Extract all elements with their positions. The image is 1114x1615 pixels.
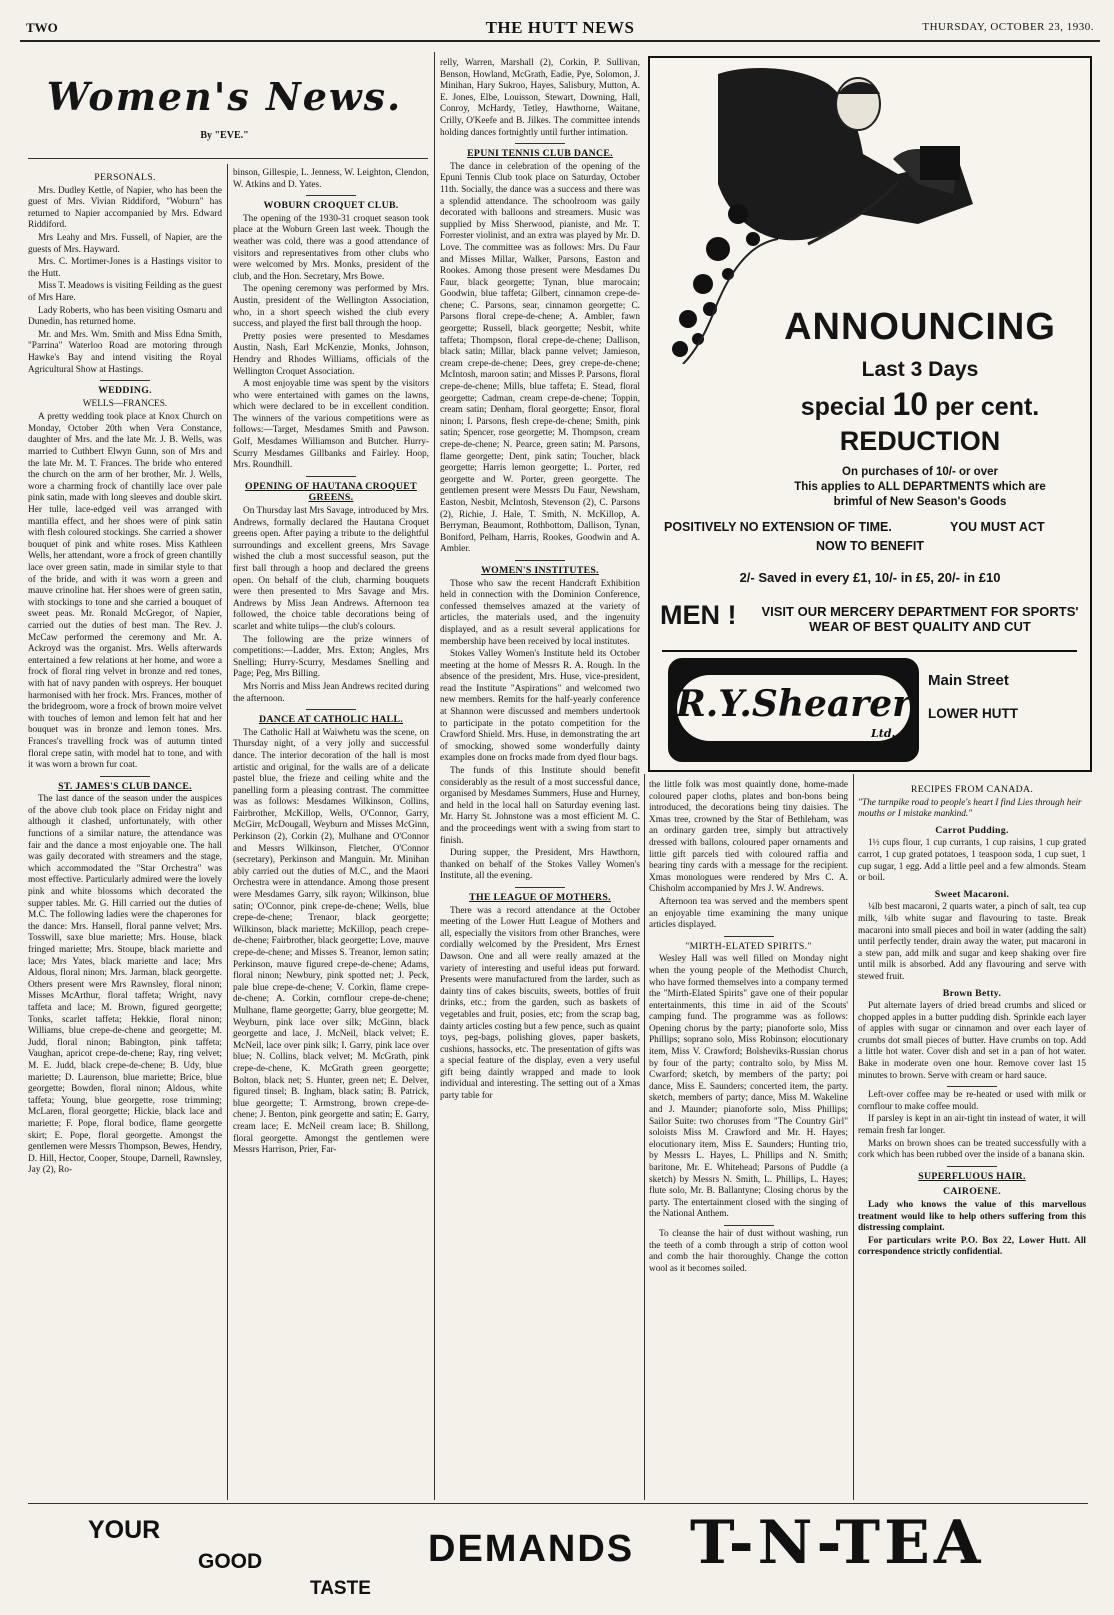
hair-tip: To cleanse the hair of dust without washing, run the teeth of a comb through a strip of cotton wool and comb the hair thoroughly. Change the cotton wool as it becomes soiled. — [649, 1228, 848, 1274]
divider — [306, 709, 356, 710]
departments-note: This applies to ALL DEPARTMENTS which are — [794, 481, 1046, 493]
sweet-macaroni-heading: Sweet Macaroni. — [934, 888, 1010, 900]
section-title: Women's News. — [46, 74, 403, 119]
page-label: TWO — [26, 20, 58, 35]
divider — [100, 380, 150, 381]
brown-betty-heading: Brown Betty. — [942, 987, 1002, 999]
hautana-heading: OPENING OF HAUTANA CROQUET GREENS. — [245, 480, 417, 504]
league-heading: THE LEAGUE OF MOTHERS. — [469, 891, 611, 903]
carrot-pudding-heading: Carrot Pudding. — [935, 824, 1009, 836]
hautana-text: The following are the prize winners of competitions:—Ladder, Mrs. Exton; Angles, Mrs Snelling; Hurry-Scurry, Mesdames Snelling and Page; Peg, Mrs Billing. — [233, 634, 429, 680]
hautana-text: On Thursday last Mrs Savage, introduced by Mrs. Andrews, formally declared the Hautana Croquet greens open. After paying a tribute to the delightful surroundings and excellent greens, Mrs Savage wished the club a most successful season, put the first ball through a hoop and declared the greens open. On behalf of the club, charming bouquets were then presented to Mrs Savage and Mrs. Andrews by Miss Jean Andrews. Afternoon tea followed, the choice table decorations being of scarlet and white tulips—the club's colours. — [233, 506, 429, 632]
brown-betty-text: Put alternate layers of dried bread crumbs and sliced or chopped apples in a butter pudding dish. Sprinkle each layer of apples with sugar or cinnamon and over each layer of crumbs dot small pieces of butter. Have crumbs on top. Add a little hot water. Cover dish and set in a pan of hot water. Bake in moderate oven one hour. Remove cover last 15 minutes to brown. Serve with cream or hard sauce. — [858, 1001, 1086, 1081]
hair-advert-text: For particulars write P.O. Box 22, Lower Hutt. All correspondence strictly confidential. — [858, 1235, 1086, 1258]
divider — [306, 476, 356, 477]
shearer-advertisement — [648, 56, 1092, 772]
shearer-logo — [668, 658, 919, 762]
epuni-heading: EPUNI TENNIS CLUB DANCE. — [467, 148, 613, 160]
tip-text: If parsley is kept in an air-tight tin instead of water, it will remain fresh far longer. — [858, 1114, 1086, 1137]
advert-rule — [662, 650, 1077, 652]
column-rule — [227, 164, 228, 1500]
address-town: LOWER HUTT — [928, 706, 1018, 721]
tn-tea-brand: T-N-TEA — [690, 1508, 985, 1578]
personal-item: Mrs. Dudley Kettle, of Napier, who has been the guest of Mrs. Vivian Riddiford, "Woburn" has returned to Napier accompanied by Mrs. Edward Riddiford. — [28, 185, 222, 231]
men-label: MEN ! — [660, 600, 737, 630]
institutes-text: Those who saw the recent Handcraft Exhibition held in connection with the Dominion Conference, confessed themselves amazed at the variety of articles, the materials used, and the ingenuity displayed, and as a result several applications for membership have been received by local institutes. — [440, 578, 640, 647]
column-1 — [28, 168, 222, 1500]
column-3 — [440, 58, 640, 1500]
divider — [724, 936, 774, 937]
sweet-macaroni-text: ¼lb best macaroni, 2 quarts water, a pinch of salt, tea cup milk, ¼lb white sugar and flavouring to taste. Break macaroni into small pieces and boil in water (adding the salt) until perfectly tender, drain away the water, put macaroni in a stew pan, add milk and sugar and keep shaking over fire until milk is absorbed. Add any flavouring and serve with stewed fruit. — [858, 902, 1086, 982]
column-2 — [233, 168, 429, 1500]
personal-item: Mrs Leahy and Mrs. Fussell, of Napier, are the guests of Mrs. Hayward. — [28, 232, 222, 255]
woburn-text: The opening of the 1930-31 croquet season took place at the Woburn Green last week. Though the weather was cold, there was a good attendance of visitors and representatives from other clubs who were welcomed by Mrs. Monks, president of the club, and the Hon. Secretary, Mrs Bowe. — [233, 213, 429, 282]
woburn-heading: WOBURN CROQUET CLUB. — [263, 200, 399, 212]
column-rule — [434, 52, 435, 1500]
footer-word-your: YOUR — [88, 1516, 161, 1544]
logo-ltd: Ltd. — [871, 727, 896, 740]
divider — [515, 143, 565, 144]
league-continued: the little folk was most quaintly done, home-made coloured paper cloths, plates and bon-bons being introduced, the decorations being tiny daisies. The Xmas tree, crowned by the Star of Bethleham, was an ordinary garden tree, simply but attractively dressed with ballons, coloured paper ornaments and little gift parcels tied with coloured raffia and bearing tiny cards with a message for the recipient. Xmas monologues were rendered by Mrs C. A. Chisholm accompanied by Mrs J. W. Andrews. — [649, 780, 848, 895]
wedding-heading: WEDDING. — [98, 385, 152, 397]
column-rule — [853, 774, 854, 1500]
hautana-text: Mrs Norris and Miss Jean Andrews recited during the afternoon. — [233, 681, 429, 704]
superfluous-hair-heading: SUPERFLUOUS HAIR. — [918, 1170, 1026, 1182]
continued-text: binson, Gillespie, L. Jenness, W. Leighton, Clendon, W. Atkins and D. Yates. — [233, 168, 429, 190]
carrot-pudding-text: 1½ cups flour, 1 cup currants, 1 cup raisins, 1 cup grated carrot, 1 cup grated potatoes, 1 teaspoon soda, 1 cup suet, 1 cup sugar, 1 egg. Add a little peel and a few almonds. Steam or boil. — [858, 838, 1086, 884]
catholic-hall-heading: DANCE AT CATHOLIC HALL. — [258, 714, 404, 726]
must-act: YOU MUST ACT — [950, 520, 1045, 534]
divider — [515, 887, 565, 888]
personals-heading: PERSONALS. — [94, 172, 156, 183]
masthead-rule — [28, 158, 428, 159]
continued-text: relly, Warren, Marshall (2), Corkin, P. Sullivan, Benson, Howland, McGrath, Eadie, Pye, Solomon, J. Minihan, Hary Sukroo, Hayes, Salisbury, Mutton, A. E. Jones, Elbe, Louisson, Stewart, Downing, Hall, Conroy, McHardy, Tetley, Hawthorne, Waitane, Crilly, O'Keefe and B. Jilkes. The committee intends holding dances fortnightly until further intimation. — [440, 58, 640, 138]
recipes-quote: "The turnpike road to people's heart I find Lies through heir mouths or I mistake mankind." — [858, 797, 1082, 820]
byline: By "EVE." — [200, 130, 249, 141]
divider — [306, 195, 356, 196]
tip-text: Marks on brown shoes can be treated successfully with a cork which has been rubbed over the inside of a banana skin. — [858, 1138, 1086, 1161]
purchases-condition: On purchases of 10/- or over — [842, 466, 998, 478]
cairoene-heading: CAIROENE. — [943, 1186, 1001, 1198]
special-offer: special 10 per cent. — [800, 386, 1040, 422]
personal-item: Miss T. Meadows is visiting Feilding as the guest of Mrs Hare. — [28, 281, 222, 303]
mercery-text: VISIT OUR MERCERY DEPARTMENT FOR SPORTS' WEAR OF BEST QUALITY AND CUT — [761, 604, 1079, 634]
institutes-text: The funds of this Institute should benefit considerably as the result of a most successful dance, organised by Mesdames Summers, Huse and Hurney, and held in the local hall on Saturday evening last. Mr. Harry St. Johnstone was a most efficient M. C. and the proceedings went with a swing from start to finish. — [440, 766, 640, 846]
logo-text: R.Y.Shearer — [675, 683, 912, 725]
personal-item: Lady Roberts, who has been visiting Osmaru and Dunedin, has returned home. — [28, 305, 222, 328]
column-4 — [649, 780, 848, 1500]
divider — [947, 1166, 997, 1167]
institutes-text: During supper, the President, Mrs Hawthorn, thanked on behalf of the Stokes Valley Women's Institute, all the evening. — [440, 848, 640, 882]
now-to-benefit: NOW TO BENEFIT — [815, 539, 925, 553]
issue-date: THURSDAY, OCTOBER 23, 1930. — [922, 21, 1094, 33]
no-extension: POSITIVELY NO EXTENSION OF TIME. — [664, 520, 892, 534]
last-days: Last 3 Days — [861, 358, 979, 381]
divider — [100, 776, 150, 777]
woburn-text: Pretty posies were presented to Mesdames Austin, Nash, Earl McKenzie, Monks, Johnson, Hendry and Rhodes Williams, officials of the Wellington Croquet Association. — [233, 331, 429, 377]
st-james-text: The last dance of the season under the auspices of the above club took place on Friday night and although it clashed, unfortunately, with other functions of a similar nature, the attendance was fair and the dance a most enjoyable one. The hall was gaily decorated with streamers and the stage, which accommodated the "Star Orchestra" was most effective. Particularly admired were the lovely pink and white blossoms which decorated the supper tables. Mr. G. Hill carried out the duties of M.C. The following ladies were the chaperones for the dance: Mrs. Hansell, floral panne velvet; Mrs. Tosswill, saxe blue mariette; Mrs. House, black fringed mariette; Mrs. Stoupe, black mariette and lace; Mrs Yates, black mariette and lace; Mrs Aldous, floral ninon; Mrs. Jarman, black georgette. Others present were Mrs Rawnsley, floral ninon; Misses McArthur, floral taffeta; Wright, navy taffeta and lace; M. Brown, figured georgette; Tonks, scarlet taffeta; Hekkie, floral ninon; Williams, blue crepe-de-chene and georgette; M. Judd, floral ninon; Babington, pink taffeta; Vaughan, apricot crepe-de-chene; Ray, ring velvet; M. E. Judd, black crepe-de-chene; B. Udy, blue mariette; D. Laurenson, blue mariette; Brice, blue georgette; Bowden, floral ninon; Aldous, white taffeta; Young, blue georgette, rose trimming; McLaren, floral georgette; Hickie, black lace and mariette; F. Pope, floral bodice, flame georgette skirt; E. Pope, floral georgette. Amongst the gentlemen were Messrs Thompson, Bewes, Hendry, D. Hill, Hector, Cooper, Stoupe, Darnell, Rawnsley, Jay (2), Ro- — [28, 794, 222, 1176]
column-5 — [858, 780, 1086, 1500]
catholic-hall-text: The Catholic Hall at Waiwhetu was the scene, on Thursday night, of a very jolly and successful dance. The interior decoration of the hall is most artistic and original, for the walls are of a delicate pastel blue, the frieze and ceiling white and the panelling form a pleasing contrast. The committee was as follows: Mesdames Wilkinson, Collins, Fairbrother, McKillop, Wells, O'Connor, Garry, McGirr, McDougall, Weyburn and Misses McGinn, Perkinson (2), Corkin (2), Mulhane and O'Connor and Messrs Wilkinson, Fletcher, O'Connor (secretary), Perkinson and Manguin. Mr. Minihan ably carried out the duties of M.C., and the Maori Orchestra were in attendance. Among those present were Mesdames Garry, silk rayon; Wilkinson, blue satin; O'Connor, pink crepe-de-chene; Wells, blue crepe-de-chene; Trenaor, black georgette; Wilkinson, black mariette; McKillop, peach crepe-de-chene; Fairbrother, black georgette; Love, mauve crepe-de-chene; and Misses S. Treanor, lemon satin; Perkinson, mauve figured crepe-de-chene; Adams, floral ninon; Newbury, pink spotted net; J. Peck, pale blue crepe-de-chene; V. Corkin, flame crepe-de-chene; A. Corkin, cornflour crepe-de-chene; Mulhane, flame georgette; Garry, blue georgette; M. Weyburn, pink lace over silk; McGinn, black georgette and lace, J. McNeil, black velvet; E. McNeil, lace over pink silk; I. Garry, pink lace over blue; N. Collins, black velvet; M. McGrath, pink crepe-de-chene, K. McGrath green georgette; Bolton, black net; S. Hunter, green net; E. Delver, figured tinsel; B. Ingham, black satin; B. Patrick, blue georgette; T. Armstrong, brown crepe-de-chene; J. Benton, pink georgette and satin; E. Garry, cream lace; E. McNeil cream lace; B. Shillong, floral georgette. Amongst the gentlemen were Messrs Harrison, Prier, Far- — [233, 727, 429, 1156]
personal-item: Mrs. C. Mortimer-Jones is a Hastings visitor to the Hutt. — [28, 257, 222, 279]
mirth-text: Wesley Hall was well filled on Monday night when the young people of the Methodist Church, who have formed themselves into a company termed the "Mirth-Elated Spirits" gave one of their popular entertainments, this time in aid of the Scouts' camping fund. The programme was as follows: Opening chorus by the party; pianoforte solo, Miss Phillips; soprano solo, Miss Robinson; elocutionary item, Miss V. Crawford; Bolsheviks-Russian chorus by four of the party; contralto solo, by Miss M. Cwarford; sketch, by members of the party; poi dance, Miss E. Saunders; concerted item, the party. sketch, members of party; dance, Miss M. Wakeline and J. Maunder; pianoforte solo, Miss Phillips; Sailor Suite: two choruses from "The Country Girl" soloists Miss M. Crawford and Mr. H. Hayes; elocutionary item, Miss E. Saunders; Hunting trio, by Messrs L. Hayes, L. Phillips and N. Smith; baritone, Mr. E. Whitehead; Parsons of Puddle (a sketch) by Messrs N. Smith, L. Phillips, L. Hayes; flute solo, Mr. B. Ballantyne; Closing chorus by the party. The entertainment closed with the singing of the National Anthem. — [649, 954, 848, 1220]
address-street: Main Street — [928, 672, 1009, 689]
announcing-headline: ANNOUNCING — [784, 306, 1056, 348]
league-continued: Afternoon tea was served and the members spent an enjoyable time examining the many unique articles displayed. — [649, 896, 848, 931]
tip-text: Left-over coffee may be re-heated or used with milk or cornflour to make coffee mould. — [858, 1090, 1086, 1112]
footer-word-demands: DEMANDS — [428, 1528, 635, 1570]
column-rule — [644, 774, 645, 1500]
womens-institutes-heading: WOMEN'S INSTITUTES. — [481, 564, 599, 576]
new-season-note: brimful of New Season's Goods — [833, 496, 1007, 508]
page-header — [20, 18, 1100, 42]
wedding-subheading: WELLS—FRANCES. — [82, 398, 168, 409]
savings-line: 2/- Saved in every £1, 10/- in £5, 20/- in £10 — [739, 570, 1001, 585]
newspaper-name: THE HUTT NEWS — [485, 18, 635, 37]
footer-word-taste: TASTE — [310, 1578, 371, 1599]
divider — [724, 1225, 774, 1226]
institutes-text: Stokes Valley Women's Institute held its October meeting at the home of Messrs R. A. Rough. In the absence of the president, Mrs. Huse, vice-president, read the Institute "Aspirations" and welcomed two new members. Remits for the half-yearly conference at Shannon were discussed and members undertook to participate in the potato competition for the Crawford Shield. Mrs. Huse, in demonstrating the art of smocking, showed some wonderfully dainty examples done on frocks made from dyed flour bags. — [440, 649, 640, 764]
st-james-heading: ST. JAMES'S CLUB DANCE. — [58, 780, 192, 792]
footer-rule — [28, 1503, 1088, 1504]
personal-item: Mr. and Mrs. Wm. Smith and Miss Edna Smith, "Parrina" Waterloo Road are motoring through Hawke's Bay and intend visiting the Royal Agricultural Show at Hastings. — [28, 329, 222, 375]
woburn-text: The opening ceremony was performed by Mrs. Austin, president of the Wellington Association, who, in a short speech wished the club every success, and played the first ball through the hoop. — [233, 284, 429, 330]
reduction: REDUCTION — [839, 426, 1001, 456]
hair-advert-text: Lady who knows the value of this marvellous treatment would like to help others suffering from this distressing complaint. — [858, 1200, 1086, 1234]
woburn-text: A most enjoyable time was spent by the visitors who were entertained with games on the lawns, which were declared to be in excellent condition. The winners of the various competitions were as follows:—Target, Mesdames Smith and Pawson. Golf, Mesdames Williamson and Butcher. Hurry-Scurry Mesdames Gillbanks and Fairley. Hoop, Mrs. Roundhill. — [233, 379, 429, 471]
divider — [947, 1086, 997, 1087]
recipes-heading: RECIPES FROM CANADA. — [910, 784, 1034, 795]
mirth-heading: "MIRTH-ELATED SPIRITS." — [685, 940, 812, 952]
wedding-text: A pretty wedding took place at Knox Church on Monday, October 20th when Vera Constance, daughter of Mrs. and the late Mr. J. B. Wells, was married to Cuthbert Elwyn Gunn, son of Mrs and the late Mr. M. T. Frances. The bride who entered the church on the arm of her brother, Mr. J. Wells, wore a charming frock of chantilly lace over pale pink satin, made with long sleeves and double skirt. Her tulle, lace-edged veil was arranged with mantilla effect, and her shoes were of pink satin with flesh coloured stockings. She carried a shower bouquet of pink and white roses. Miss Kathleen Wells, her attendant, wore a frock of green chantilly lace over green satin, made in similar style to that of the bride, and with it was worn a green and mauve crinoline hat. Her shoes were of green satin, with stockings to tone and she carried a bouquet of sweet peas. Mr. Ronald McGregor, of Napier, carried out the duties of best man. The Rev. J. McCaw performed the ceremony and Mr. A. Ackroyd was the organist. Mrs. Wells afterwards entertained a few relations at her home, and wore a frock of floral ring velvet in bronze and red tones, with hat of navy panden with ospreys. Her bouquet harmonised with her frock. Mrs. Frances, mother of the bridegroom, wore a frock of brown moire velvet with touches of lemon and lemon felt hat and her bouquet was in bronze and lemon tones. Mrs. Frances's travelling frock was of autumn tinted floral crepe satin, with model hat to tone, and with it was worn a brown fur coat. — [28, 412, 222, 771]
epuni-text: The dance in celebration of the opening of the Epuni Tennis Club took place on Saturday, October 11th. Socially, the dance was a success and there was a splendid attendance. The schoolroom was gaily decorated with balloons and streamers. Music was supplied by Miss Sherwood, pianiste, and Mr. T. Forrester violinist, and an extra was played by Mr. D. Love. The committee was as follows: Mrs. Du Faur and Misses Millar, Walker, Parsons, Easton and Rookes. Among those present were Mesdames Du Faur, black georgette; Tynan, blue marocain; Goodwin, blue taffeta; Gilbert, cinnamon crepe-de-chene; C. Parsons, sear, cinnamon georgette; C. Parsons floral crepe-de-chene; A. Ambler, fawn georgette; Russell, black georgette; Nesbit, white taffeta; Thompson, floral crepe-de-chene; Dallison, black satin; Millar, black panne velvet; Jamieson, cream crepe-de-chene; Dees, grey crepe-de-chene; McIntosh, maroon satin; and Misses P. Parsons, floral crepe-de-chene; Mills, blue taffeta; E. Stead, floral georgette; Cadman, cream crepe-de-chene; Toppin, cream satin; Denham, floral georgette; Ensor, floral ninon; I. Parsons, flesh crepe-de-chene; Smith, pink satin; Spencer, rose georgette; M. Thompson, cream crepe-de-chene; N. Pearce, green satin; M. Parsons, flame georgette; Dent, pink satin; Toucher, black georgette; Harris lemon georgette; L. Porter, red georgette and W. Porter, green georgette. The gentlemen present were Messrs Du Faur, Newsham, Easton, Nesbit, McIntosh, Stevenson (2), C. Parsons (2), Richie, J. Hale, T. Smith, N. McKillop, A. Berryman, Beaumont, Rothbottom, Dallison, Tynan, Boniford, Pelham, Harris, Rookes, Goodwin and A. Ambler. — [440, 161, 640, 555]
league-text: There was a record attendance at the October meeting of the Lower Hutt League of Mothers and all, especially the visitors from other Branches, were cordially welcomed by the President, Mrs Ernest Dawson. One and all were really amazed at the variety of interesting and useful ideas put forward. Presents were manufactured from the larder, such as dainty tins of cakes biscuits, sweets, bottles of fruit drinks, etc.; from the garden, such as baskets of vegetables and fruit, posies, etc; from the scrap bag, dainty articles costing but a few pence, such as quaint toys, peg-bags, polishing gloves, paper baskets, cushions, hassocks, etc. The presentation of gifts was a special feature of the display, even a very useful gift being daintly wrapped and made to look individual and interesting. The setting out of a Xmas party table for — [440, 905, 640, 1102]
divider — [515, 560, 565, 561]
footer-word-good: GOOD — [198, 1550, 263, 1573]
